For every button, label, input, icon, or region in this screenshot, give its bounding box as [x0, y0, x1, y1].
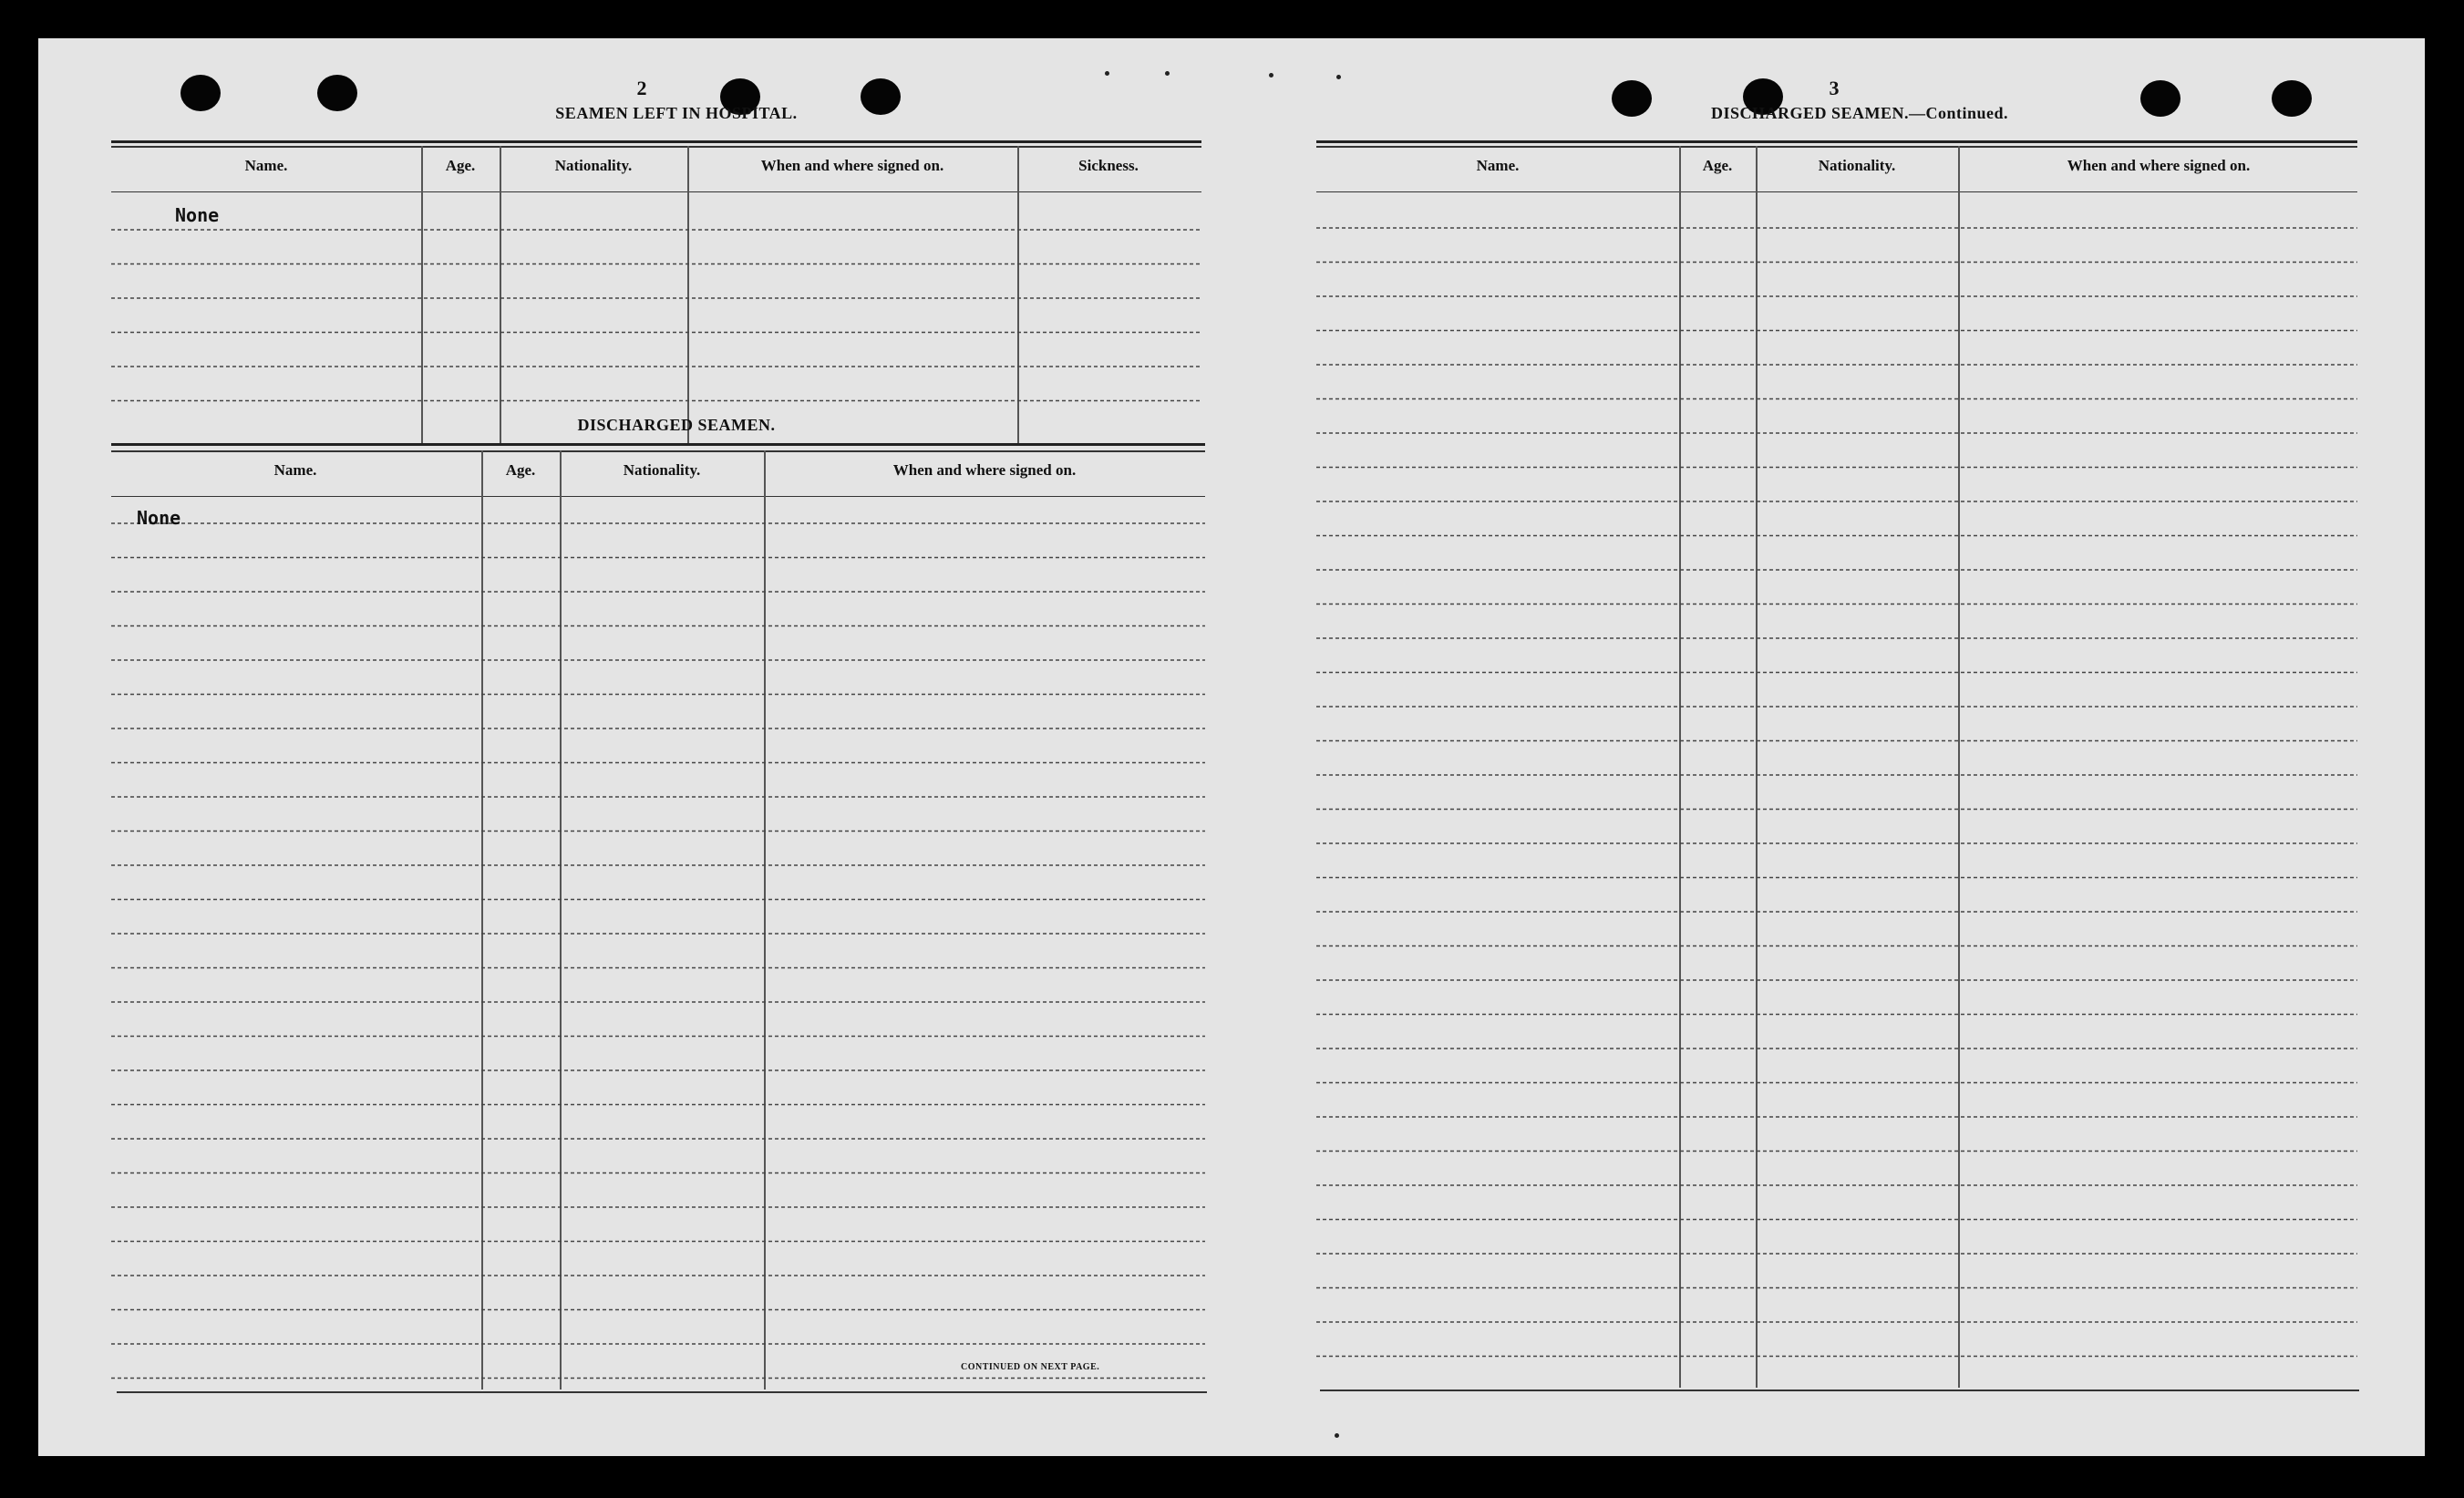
- rule: [111, 191, 1201, 192]
- hospital-rows: [111, 193, 1205, 449]
- punch-hole: [180, 75, 221, 111]
- column-header: Name.: [244, 157, 288, 174]
- hospital-section-title: SEAMEN LEFT IN HOSPITAL.: [555, 104, 798, 122]
- column-header: Nationality.: [1818, 157, 1896, 174]
- speck: [1269, 73, 1273, 77]
- discharged-rows: [111, 498, 1209, 1391]
- speck: [1336, 75, 1341, 79]
- column-header: When and where signed on.: [892, 461, 1077, 479]
- column-header: Nationality.: [623, 461, 701, 479]
- page-number: 3: [1829, 77, 1840, 99]
- rule: [117, 1391, 1207, 1393]
- speck: [1335, 1433, 1339, 1438]
- rule: [1320, 1390, 2359, 1391]
- punch-hole: [2272, 80, 2312, 117]
- hospital-entry: None: [175, 204, 220, 226]
- right-section-title: DISCHARGED SEAMEN.—Continued.: [1710, 104, 2009, 122]
- continued-note: CONTINUED ON NEXT PAGE.: [961, 1362, 1100, 1372]
- speck: [1105, 71, 1109, 76]
- rule: [1316, 191, 2357, 192]
- column-header: Nationality.: [554, 157, 633, 174]
- page-number: 2: [636, 77, 647, 99]
- rule: [111, 450, 1205, 452]
- rule: [1316, 146, 2357, 148]
- column-header: Sickness.: [1078, 157, 1139, 174]
- rule: [111, 140, 1201, 143]
- rule: [111, 443, 1205, 446]
- column-header: When and where signed on.: [2067, 157, 2251, 174]
- column-header: Age.: [505, 461, 536, 479]
- column-header: Name.: [273, 461, 317, 479]
- speck: [1165, 71, 1170, 76]
- document-sheet: [38, 38, 2425, 1456]
- right-rows: [1316, 193, 2361, 1388]
- discharged-section-title: DISCHARGED SEAMEN.: [577, 416, 776, 434]
- punch-hole: [2140, 80, 2180, 117]
- rule: [111, 496, 1205, 497]
- punch-hole: [317, 75, 357, 111]
- rule: [111, 146, 1201, 148]
- column-header: Age.: [1702, 157, 1733, 174]
- column-header: Age.: [445, 157, 476, 174]
- rule: [1316, 140, 2357, 143]
- punch-hole: [1612, 80, 1652, 117]
- discharged-entry: None: [137, 507, 181, 529]
- column-header: When and where signed on.: [760, 157, 944, 174]
- column-header: Name.: [1476, 157, 1520, 174]
